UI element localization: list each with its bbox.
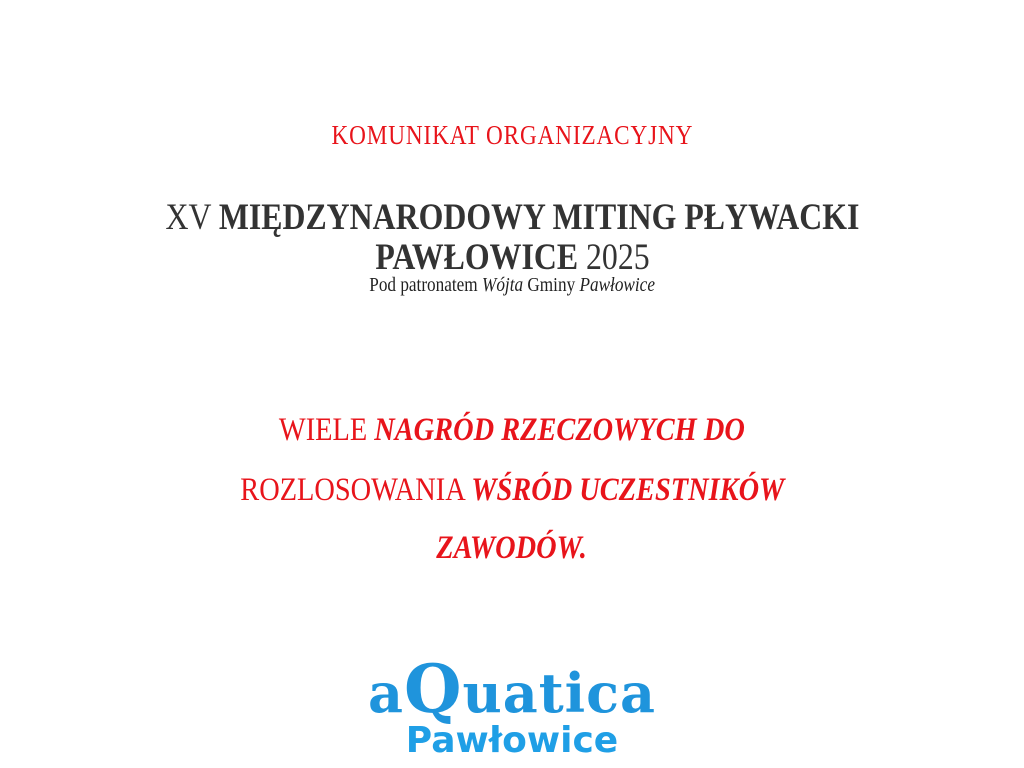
prizes-line3: ZAWODÓW. [436,530,588,566]
patronage-line: Pod patronatem Wójta Gminy Pawłowice [369,274,655,296]
event-title-line2: PAWŁOWICE 2025 [374,237,650,278]
prizes-line2: ROZLOSOWANIA WŚRÓD UCZESTNIKÓW [239,472,785,508]
aquatica-logo: aQuatica [367,650,657,728]
prizes-line1: WIELE NAGRÓD RZECZOWYCH DO [279,412,745,448]
announcement-heading: KOMUNIKAT ORGANIZACYJNY [331,120,693,150]
aquatica-logo-city: Pawłowice [405,720,619,761]
event-title-line1: XV MIĘDZYNARODOWY MITING PŁYWACKI [165,197,859,238]
